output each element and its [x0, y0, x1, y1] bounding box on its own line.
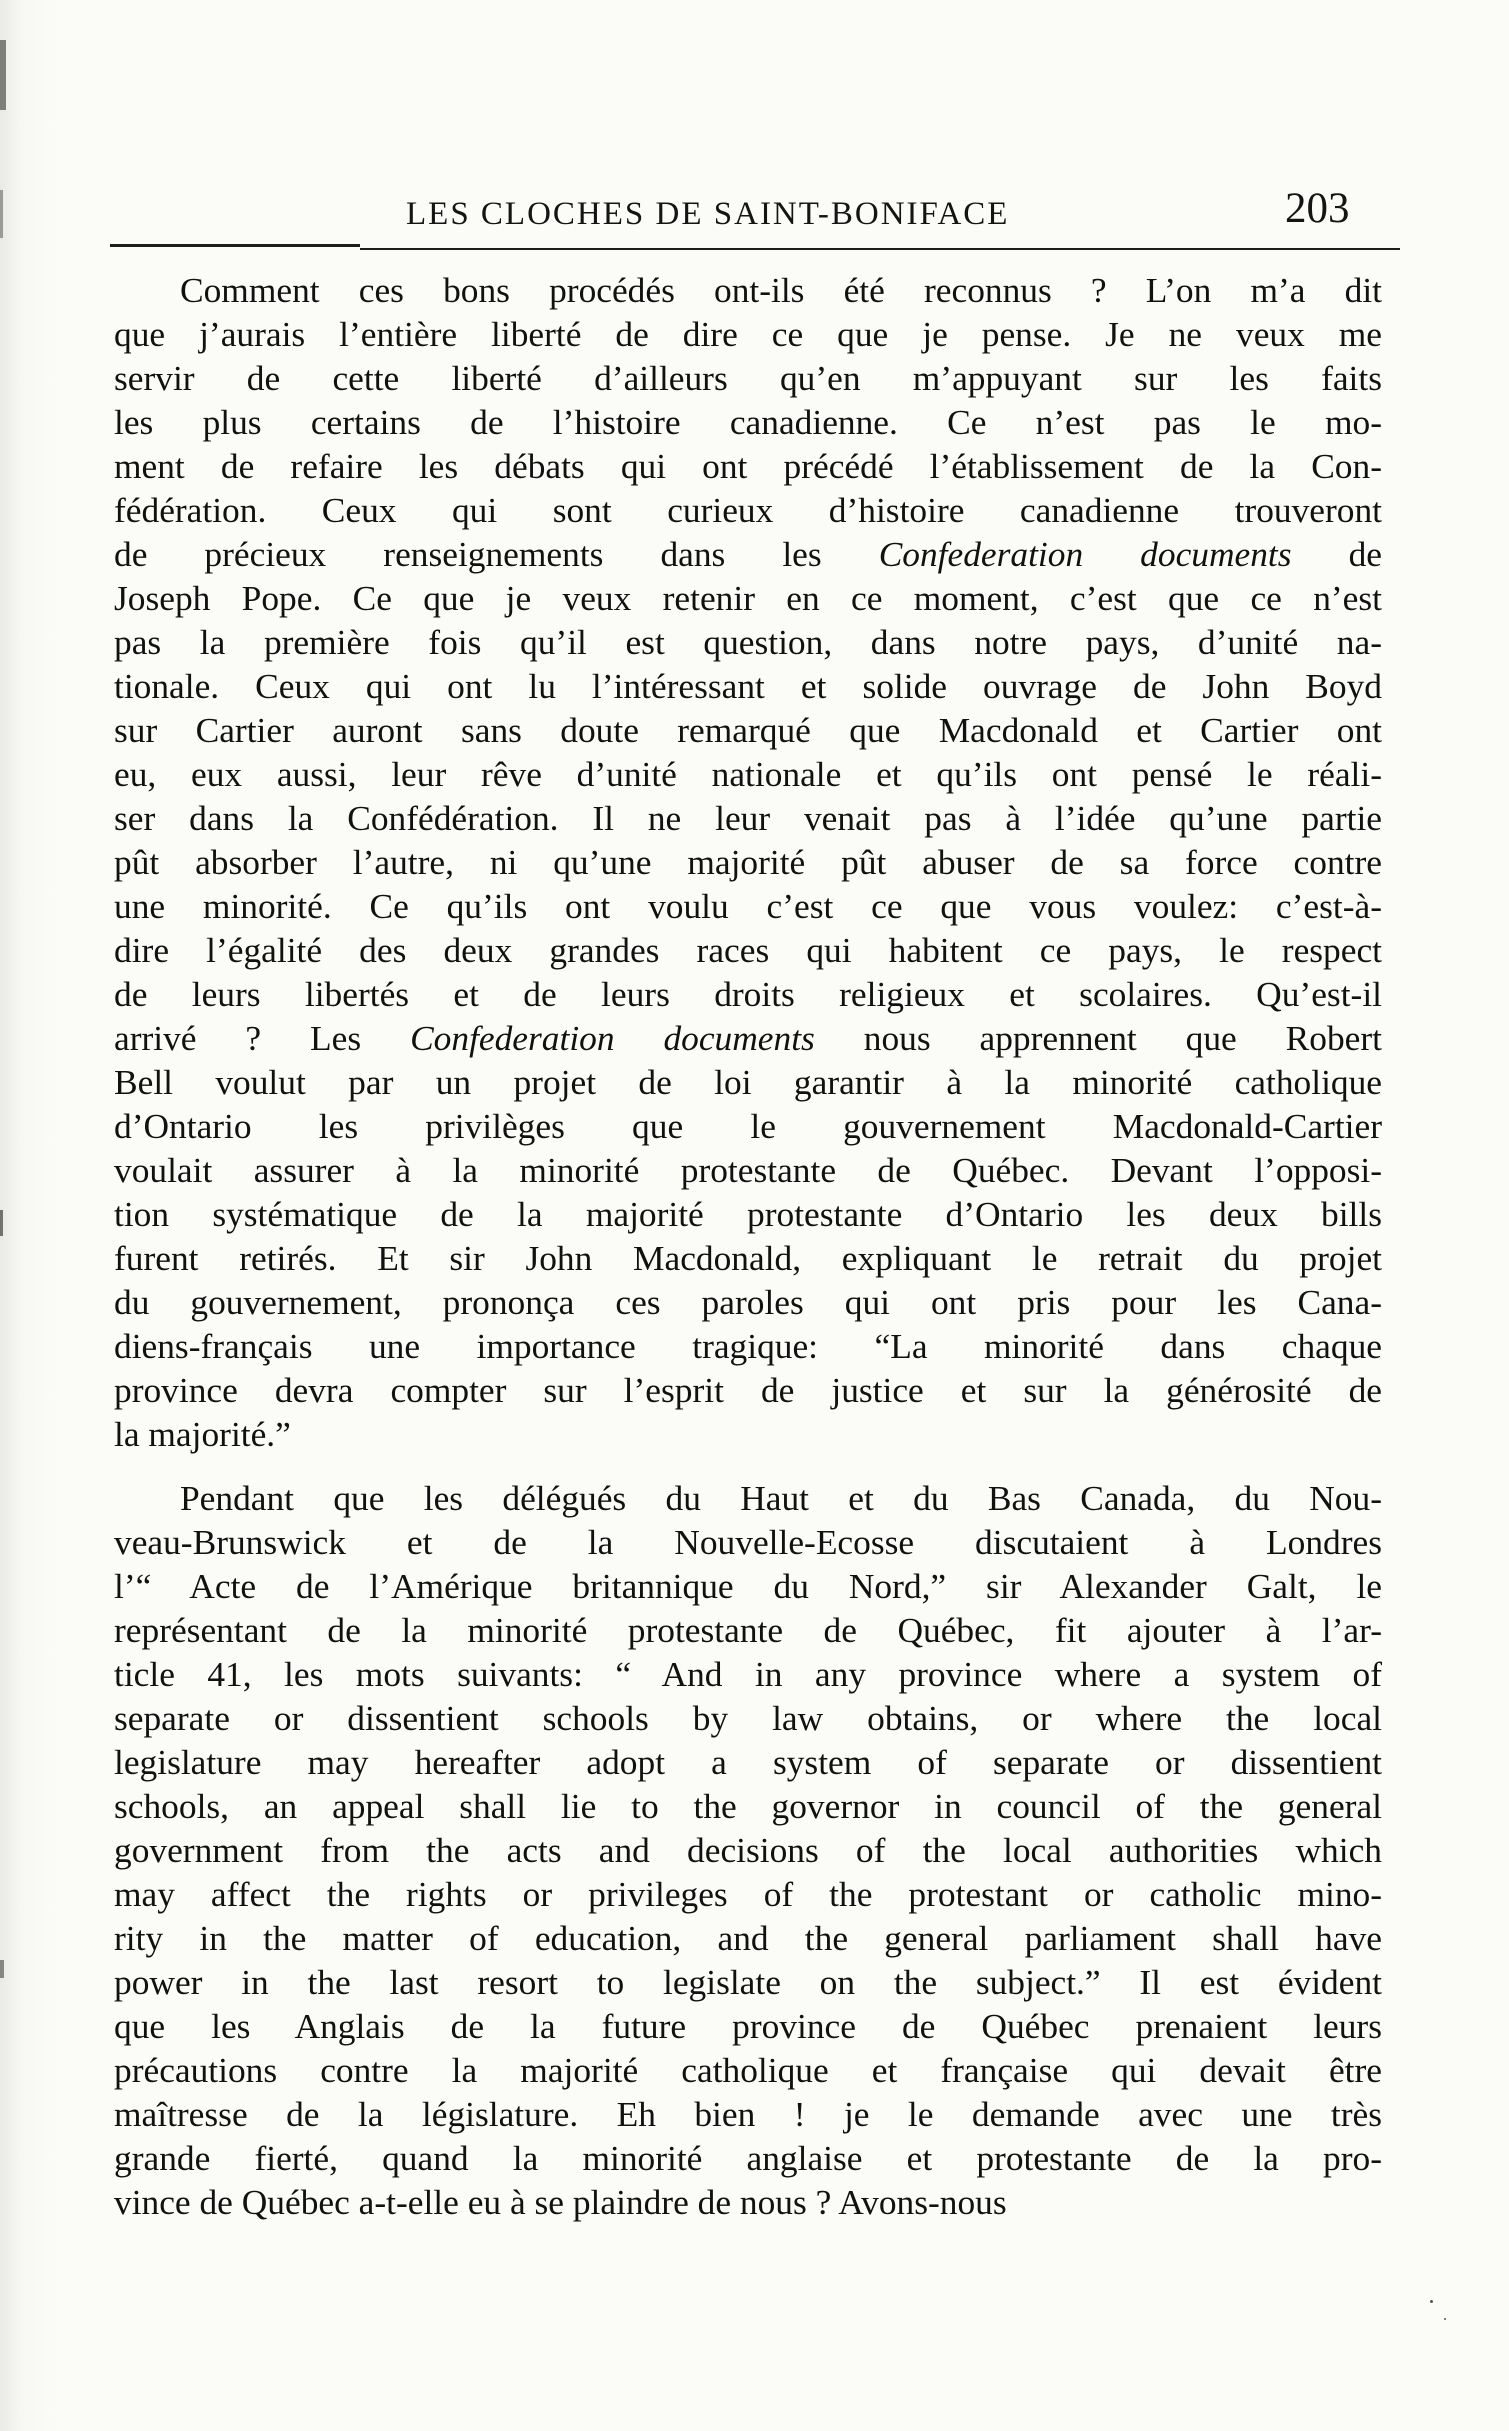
text-line: ser dans la Confédération. Il ne leur venait pas à l’idée qu’une partie	[114, 798, 1382, 838]
text-line: may affect the rights or privileges of the protestant or catholic mino-	[114, 1874, 1382, 1914]
italic-title: Confederation documents	[410, 1018, 815, 1058]
text-line: ticle 41, les mots suivants: “ And in any province where a system of	[114, 1654, 1382, 1694]
text-line: eu, eux aussi, leur rêve d’unité nationale et qu’ils ont pensé le réali-	[114, 754, 1382, 794]
text-line: de précieux renseignements dans les Confederation documents de	[114, 534, 1382, 574]
text-line: grande fierté, quand la minorité anglaise et protestante de la pro-	[114, 2138, 1382, 2178]
text-line: rity in the matter of education, and the general parliament shall have	[114, 1918, 1382, 1958]
text-line: Bell voulut par un projet de loi garantir à la minorité catholique	[114, 1062, 1382, 1102]
print-speck	[1430, 2300, 1433, 2303]
text-line: pût absorber l’autre, ni qu’une majorité pût abuser de sa force contre	[114, 842, 1382, 882]
text-line: que les Anglais de la future province de Québec prenaient leurs	[114, 2006, 1382, 2046]
text-line: arrivé ? Les Confederation documents nous apprennent que Robert	[114, 1018, 1382, 1058]
header-rule	[360, 248, 1400, 250]
text-line: une minorité. Ce qu’ils ont voulu c’est ce que vous voulez: c’est-à-	[114, 886, 1382, 926]
text-line: Comment ces bons procédés ont-ils été reconnus ? L’on m’a dit	[180, 270, 1382, 310]
page-edge-mark	[0, 190, 3, 238]
text-line: que j’aurais l’entière liberté de dire ce que je pense. Je ne veux me	[114, 314, 1382, 354]
text-line: sur Cartier auront sans doute remarqué que Macdonald et Cartier ont	[114, 710, 1382, 750]
text-line: voulait assurer à la minorité protestante de Québec. Devant l’opposi-	[114, 1150, 1382, 1190]
paragraph-1	[114, 268, 1382, 1456]
text-line: legislature may hereafter adopt a system of separate or dissentient	[114, 1742, 1382, 1782]
text-line: veau-Brunswick et de la Nouvelle-Ecosse discutaient à Londres	[114, 1522, 1382, 1562]
text-line: dire l’égalité des deux grandes races qui habitent ce pays, le respect	[114, 930, 1382, 970]
text-line: les plus certains de l’histoire canadienne. Ce n’est pas le mo-	[114, 402, 1382, 442]
text-line: pas la première fois qu’il est question, dans notre pays, d’unité na-	[114, 622, 1382, 662]
text-line: Joseph Pope. Ce que je veux retenir en ce moment, c’est que ce n’est	[114, 578, 1382, 618]
text-line: separate or dissentient schools by law obtains, or where the local	[114, 1698, 1382, 1738]
text-line: power in the last resort to legislate on the subject.” Il est évident	[114, 1962, 1382, 2002]
text-line: la majorité.”	[114, 1414, 291, 1454]
text-line: du gouvernement, prononça ces paroles qui ont pris pour les Cana-	[114, 1282, 1382, 1322]
text-line: l’“ Acte de l’Amérique britannique du Nord,” sir Alexander Galt, le	[114, 1566, 1382, 1606]
text-line: d’Ontario les privilèges que le gouvernement Macdonald-Cartier	[114, 1106, 1382, 1146]
text-line: tionale. Ceux qui ont lu l’intéressant et solide ouvrage de John Boyd	[114, 666, 1382, 706]
text-line: province devra compter sur l’esprit de justice et sur la générosité de	[114, 1370, 1382, 1410]
text-line: tion systématique de la majorité protestante d’Ontario les deux bills	[114, 1194, 1382, 1234]
page-edge-mark	[0, 1960, 4, 1978]
paragraph-2	[114, 1476, 1382, 2224]
text-line: fédération. Ceux qui sont curieux d’histoire canadienne trouveront	[114, 490, 1382, 530]
text-line: précautions contre la majorité catholique et française qui devait être	[114, 2050, 1382, 2090]
text-line: government from the acts and decisions of the local authorities which	[114, 1830, 1382, 1870]
text-line: de leurs libertés et de leurs droits religieux et scolaires. Qu’est-il	[114, 974, 1382, 1014]
text-line: vince de Québec a-t-elle eu à se plaindre de nous ? Avons-nous	[114, 2182, 1007, 2222]
text-line: furent retirés. Et sir John Macdonald, expliquant le retrait du projet	[114, 1238, 1382, 1278]
header-rule-left	[110, 244, 360, 247]
text-line: ment de refaire les débats qui ont précédé l’établissement de la Con-	[114, 446, 1382, 486]
text-line: schools, an appeal shall lie to the governor in council of the general	[114, 1786, 1382, 1826]
page-header	[110, 178, 1380, 248]
page-edge-mark	[0, 40, 6, 110]
body-text	[114, 268, 1382, 2244]
page-edge-mark	[0, 1210, 3, 1236]
italic-title: Confederation documents	[878, 534, 1292, 574]
text-line: représentant de la minorité protestante de Québec, fit ajouter à l’ar-	[114, 1610, 1382, 1650]
text-line: diens-français une importance tragique: “La minorité dans chaque	[114, 1326, 1382, 1366]
page-number: 203	[1285, 185, 1350, 232]
text-line: servir de cette liberté d’ailleurs qu’en m’appuyant sur les faits	[114, 358, 1382, 398]
text-line: Pendant que les délégués du Haut et du Bas Canada, du Nou-	[180, 1478, 1382, 1518]
text-line: maîtresse de la législature. Eh bien ! je le demande avec une très	[114, 2094, 1382, 2134]
print-speck	[1444, 2318, 1446, 2320]
running-title: LES CLOCHES DE SAINT-BONIFACE	[406, 196, 1010, 232]
